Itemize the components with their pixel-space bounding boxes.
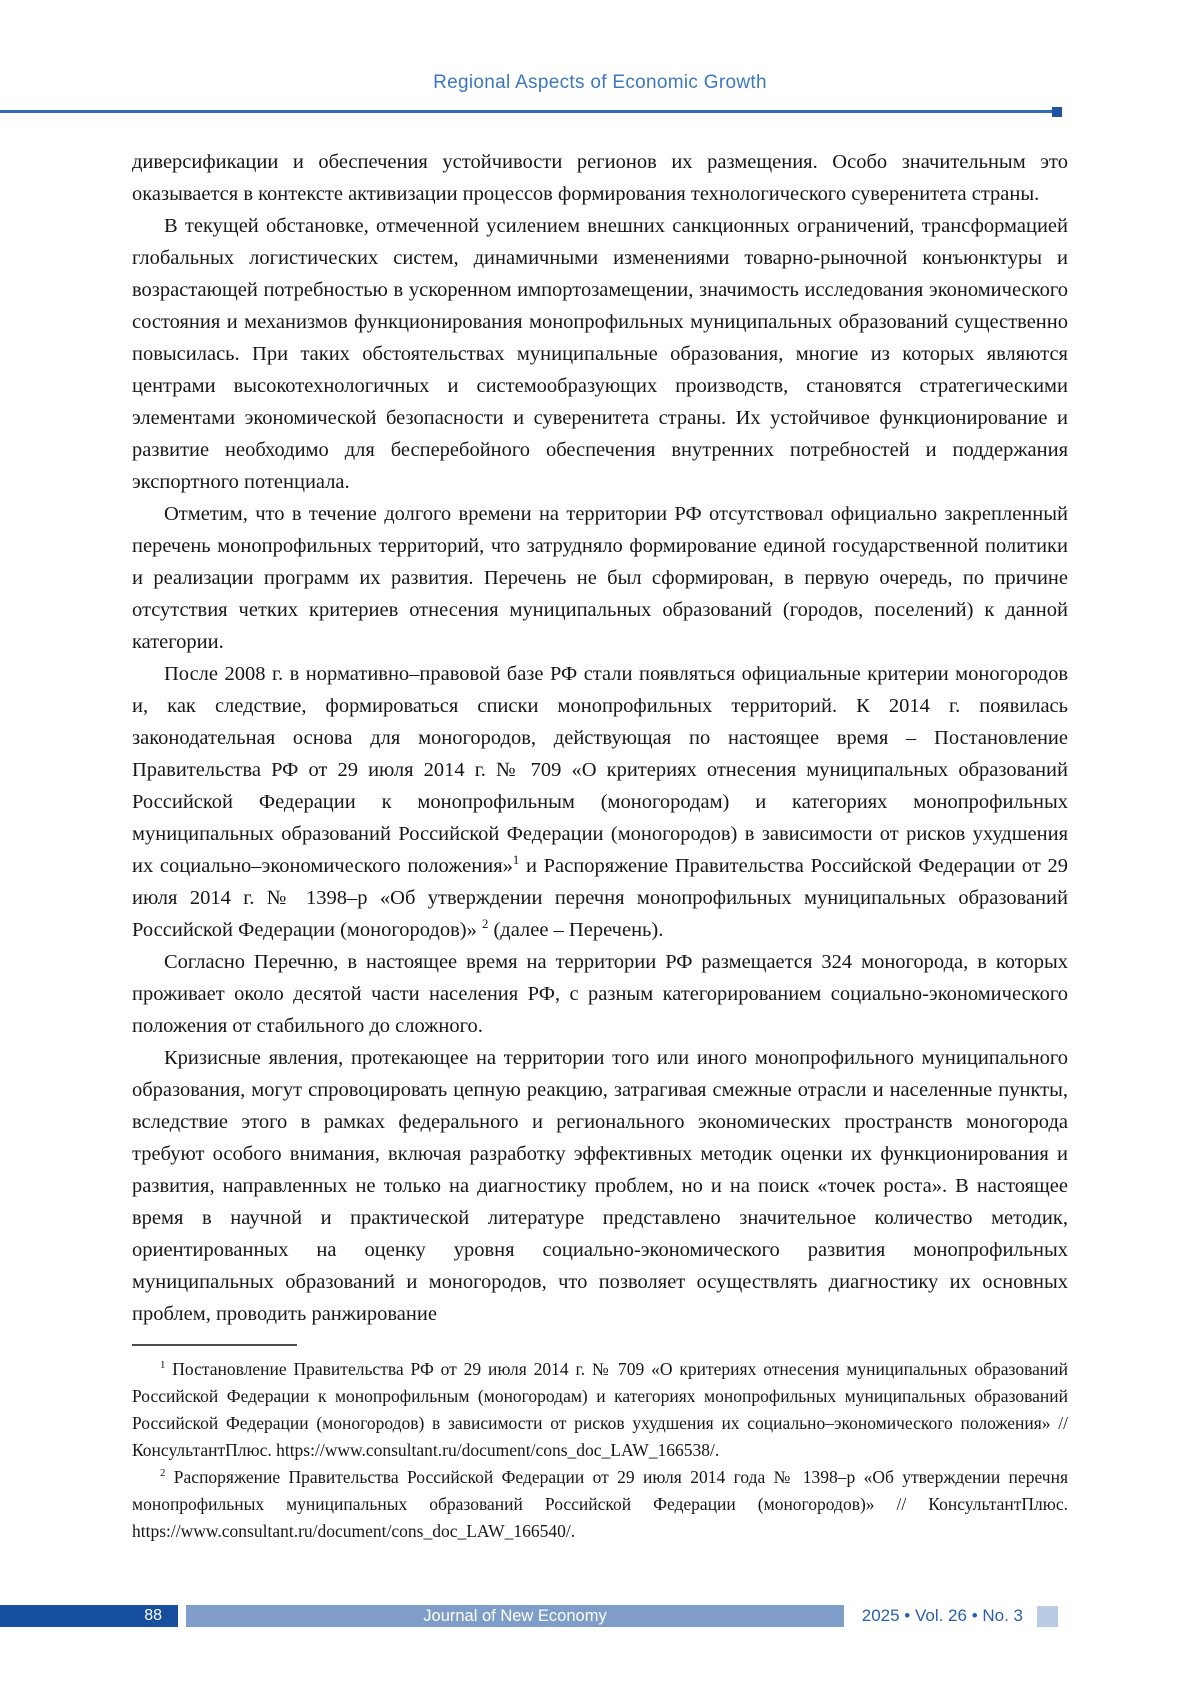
footer-gap — [178, 1605, 186, 1627]
footer-spacer — [844, 1605, 862, 1627]
footnote-ref: 2 — [481, 917, 489, 932]
footer-accent-square — [1037, 1606, 1058, 1627]
paragraph: После 2008 г. в нормативно–правовой базе РФ стали появляться официальные критерии моногородов и, как следствие, формироваться списки монопрофильных территорий. К 2014 г. появилась законодательная основа для моногородов, действующая по настоящее время – Постановление Правительства РФ от 29 июля 2014 г. № 709 «О критериях отнесения муниципальных образований Российской Федерации к монопрофильным (моногородам) и категориях монопрофильных муниципальных образований Российской Федерации (моногородов) в зависимости от рисков ухудшения их социально–экономического положения»$^1$ и Распоряжение Правительства Российской Федерации от 29 июля 2014 г. № 1398–р «Об утверждении перечня монопрофильных муниципальных образований Российской Федерации (моногородов)» $^2$ (далее – Перечень). — [132, 663, 1068, 941]
journal-name-bar: Journal of New Economy — [186, 1605, 844, 1627]
paragraph: Согласно Перечню, в настоящее время на территории РФ размещается 324 моногорода, в которых проживает около десятой части населения РФ, с разным категорированием социально-экономического положения от стабильного до сложного. — [132, 951, 1068, 1037]
footnote-ref: 1 — [512, 853, 520, 868]
page-number-badge: 88 — [0, 1605, 178, 1627]
footnote-separator — [132, 1344, 297, 1346]
footnotes-list — [132, 1356, 1068, 1545]
footnote-item: $^1$ Постановление Правительства РФ от 29 июля 2014 г. № 709 «О критериях отнесения муниципальных образований Российской Федерации к монопрофильным (моногородам) и категориях монопрофильных муниципальных образований Российской Федерации (моногородов) в зависимости от рисков ухудшения их социально–экономического положения» // КонсультантПлюс. https://www.consultant.ru/document/cons_doc_LAW_166538/. — [132, 1359, 1068, 1460]
footnote-marker: 1 — [160, 1359, 166, 1372]
footer-issue-gap — [1023, 1605, 1037, 1627]
paragraph: Отметим, что в течение долгого времени на территории РФ отсутствовал официально закрепленный перечень монопрофильных территорий, что затрудняло формирование единой государственной политики и реализации программ их развития. Перечень не был сформирован, в первую очередь, по причине отсутствия четких критериев отнесения муниципальных образований (городов, поселений) к данной категории. — [132, 503, 1068, 653]
page-footer — [0, 1605, 1200, 1627]
paragraph: Кризисные явления, протекающее на территории того или иного монопрофильного муниципального образования, могут спровоцировать цепную реакцию, затрагивая смежные отрасли и населенные пункты, вследствие этого в рамках федерального и регионального экономических пространств моногорода требуют особого внимания, включая разработку эффективных методик оценки их функционирования и развития, направленных не только на диагностику проблем, но и на поиск «точек роста». В настоящее время в научной и практической литературе представлено значительное количество методик, ориентированных на оценку уровня социально-экономического развития монопрофильных муниципальных образований и моногородов, что позволяет осуществлять диагностику их основных проблем, проводить ранжирование — [132, 1047, 1068, 1325]
paragraph: диверсификации и обеспечения устойчивости регионов их размещения. Особо значительным это оказывается в контексте активизации процессов формирования технологического суверенитета страны. — [132, 151, 1068, 205]
footnote-marker: 2 — [160, 1467, 166, 1480]
footnote-item: $^2$ Распоряжение Правительства Российской Федерации от 29 июля 2014 года № 1398–р «Об утверждении перечня монопрофильных муниципальных образований Российской Федерации (моногородов)» // КонсультантПлюс. https://www.consultant.ru/document/cons_doc_LAW_166540/. — [132, 1467, 1068, 1541]
running-head-title: Regional Aspects of Economic Growth — [433, 72, 767, 93]
issue-info: 2025 • Vol. 26 • No. 3 — [861, 1606, 1023, 1625]
paragraph: В текущей обстановке, отмеченной усилением внешних санкционных ограничений, трансформацией глобальных логистических систем, динамичными изменениями товарно-рыночной конъюнктуры и возрастающей потребностью в ускоренном импортозамещении, значимость исследования экономического состояния и механизмов функционирования монопрофильных муниципальных образований существенно повысилась. При таких обстоятельствах муниципальные образования, многие из которых являются центрами высокотехнологичных и системообразующих производств, становятся стратегическими элементами экономической безопасности и суверенитета страны. Их устойчивое функционирование и развитие необходимо для бесперебойного обеспечения внутренних потребностей и поддержания экспортного потенциала. — [132, 215, 1068, 493]
footer-right-margin — [1058, 1605, 1200, 1627]
article-body — [132, 146, 1068, 1330]
